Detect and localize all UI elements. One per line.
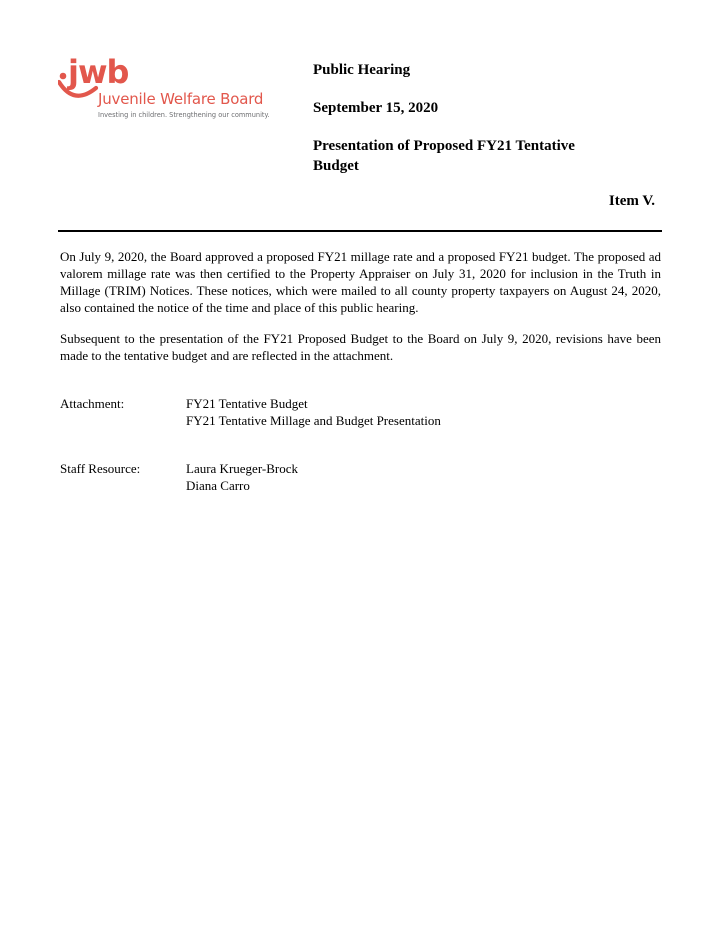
logo-mark-text: jwb — [68, 53, 129, 91]
attachment-item: FY21 Tentative Millage and Budget Presentation — [186, 413, 441, 428]
jwb-logo — [58, 53, 298, 128]
logo-tagline: Investing in children. Strengthening our community. — [98, 111, 270, 119]
header-date: September 15, 2020 — [313, 100, 439, 116]
header-subject-line2: Budget — [313, 158, 359, 174]
staff-resource-list — [186, 460, 298, 494]
item-label: Item V. — [608, 193, 655, 209]
logo-name: Juvenile Welfare Board — [98, 90, 264, 108]
staff-resource-name: Laura Krueger-Brock — [186, 461, 298, 476]
header-subject-line1: Presentation of Proposed FY21 Tentative — [313, 138, 575, 154]
staff-resource-name: Diana Carro — [186, 478, 250, 493]
body-paragraph-1: On July 9, 2020, the Board approved a proposed FY21 millage rate and a proposed FY21 budget. The proposed ad valorem millage rate was then certified to the Property Appraiser on July 31, 2020 for inclusion in the Truth in Millage (TRIM) Notices. These notices, which were mailed to all county property taxpayers on August 24, 2020, also contained the notice of the time and place of this public hearing. — [60, 249, 661, 315]
attachment-item: FY21 Tentative Budget — [186, 396, 308, 411]
staff-resource-label: Staff Resource: — [60, 461, 141, 476]
header-title: Public Hearing — [313, 62, 411, 78]
body-paragraph-2: Subsequent to the presentation of the FY21 Proposed Budget to the Board on July 9, 2020, revisions have been made to the tentative budget and are reflected in the attachment. — [60, 331, 661, 363]
horizontal-rule — [58, 230, 662, 232]
attachment-list — [186, 395, 441, 429]
attachment-label: Attachment: — [60, 396, 125, 411]
